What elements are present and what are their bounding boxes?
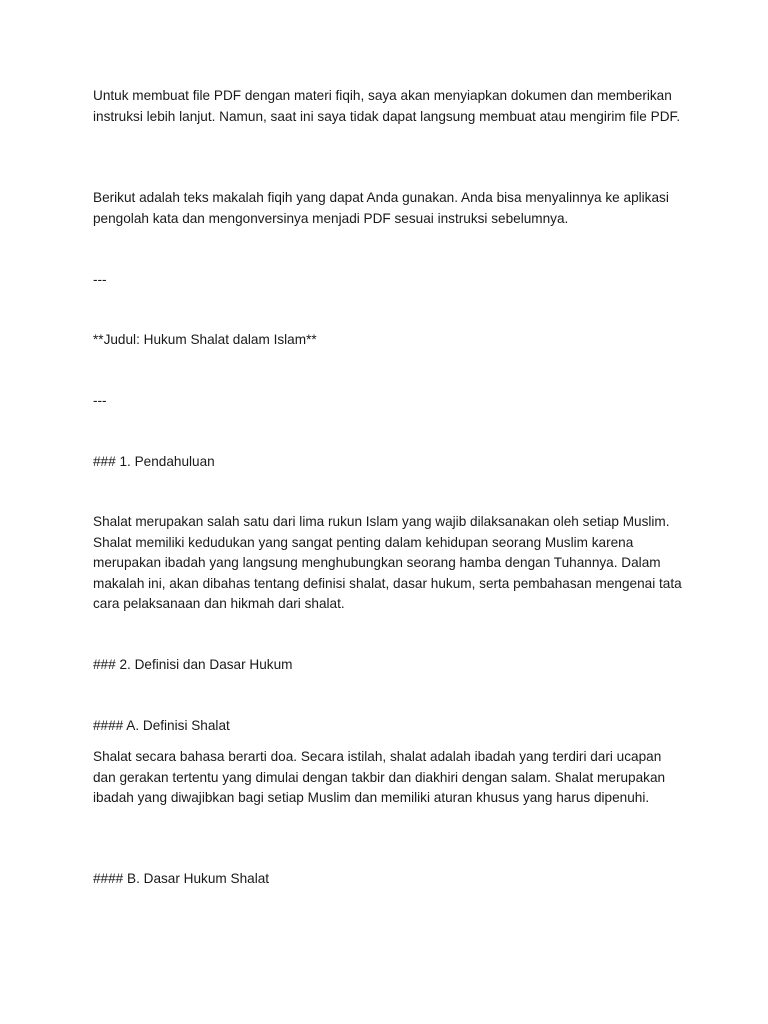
- second-paragraph: Berikut adalah teks makalah fiqih yang dapat Anda gunakan. Anda bisa menyalinnya ke aplikasi pengolah kata dan mengonversinya menjadi PDF sesuai instruksi sebelumnya.: [93, 190, 669, 226]
- document-title: **Judul: Hukum Shalat dalam Islam**: [93, 332, 317, 347]
- section-1-paragraph: Shalat merupakan salah satu dari lima rukun Islam yang wajib dilaksanakan oleh setiap Muslim. Shalat memiliki kedudukan yang sangat penting dalam kehidupan seorang Muslim karena merupakan ibadah yang langsung menghubungkan seorang hamba dengan Tuhannya. Dalam makalah ini, akan dibahas tentang definisi shalat, dasar hukum, serta pembahasan mengenai tata cara pelaksanaan dan hikmah dari shalat.: [93, 514, 682, 612]
- separator-1: ---: [93, 272, 107, 287]
- subsection-a-paragraph: Shalat secara bahasa berarti doa. Secara istilah, shalat adalah ibadah yang terdiri dari ucapan dan gerakan tertentu yang dimulai dengan takbir dan diakhiri dengan salam. Shalat merupakan ibadah yang diwajibkan bagi setiap Muslim dan memiliki aturan khusus yang harus dipenuhi.: [93, 749, 666, 806]
- section-1-heading: ### 1. Pendahuluan: [93, 454, 215, 469]
- subsection-a-heading: #### A. Definisi Shalat: [93, 718, 230, 733]
- separator-2: ---: [93, 393, 107, 408]
- intro-paragraph: Untuk membuat file PDF dengan materi fiqih, saya akan menyiapkan dokumen dan memberikan instruksi lebih lanjut. Namun, saat ini saya tidak dapat langsung membuat atau mengirim file PDF.: [93, 88, 681, 124]
- subsection-b-heading: #### B. Dasar Hukum Shalat: [93, 871, 270, 886]
- section-2-heading: ### 2. Definisi dan Dasar Hukum: [93, 657, 293, 672]
